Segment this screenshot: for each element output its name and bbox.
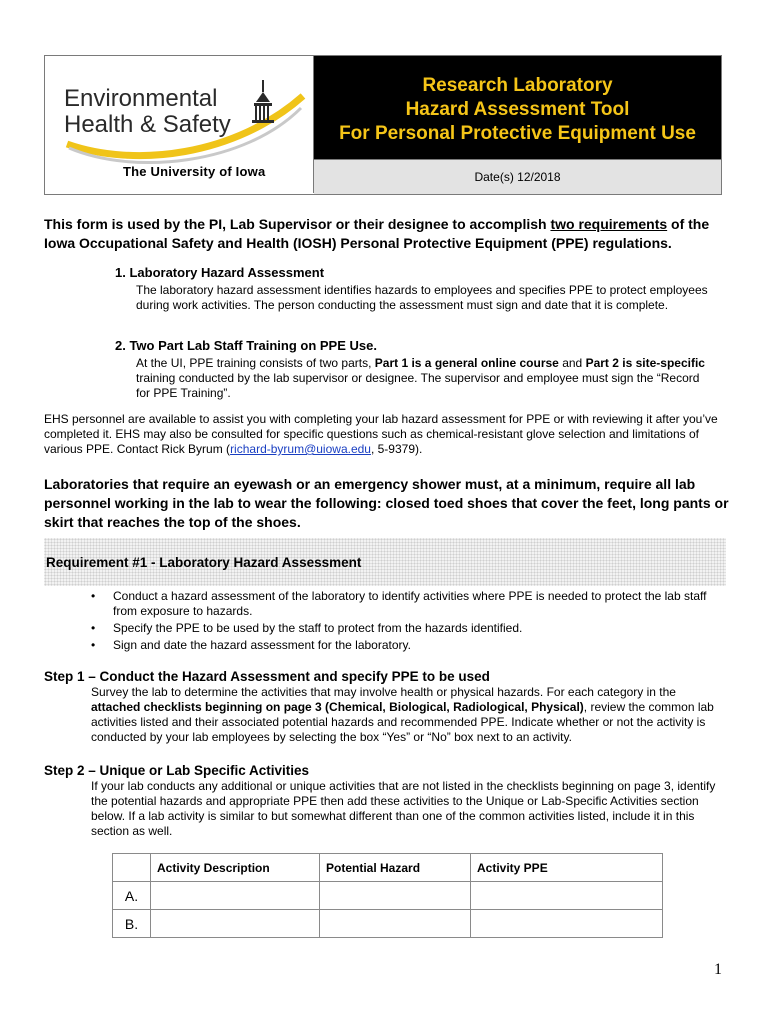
activity-ppe-input[interactable]: [471, 910, 663, 938]
step-2-text: If your lab conducts any additional or unique activities that are not listed in the checklists beginning on page 3, identify the potential hazards and appropriate PPE then add these activities to the Unique or Lab-Specific Activities section below. If a lab activity is similar to but somewhat different than one of the common activities listed, include it in this section as well.: [91, 779, 716, 838]
activity-description-input[interactable]: [151, 882, 320, 910]
table-header-cell: [113, 854, 151, 882]
item-2-text: At the UI, PPE training consists of two parts, Part 1 is a general online course and Part 2 is site-specific training conducted by the lab supervisor or designee. The supervisor and employee must sign the “Record for PPE Training”.: [136, 356, 705, 400]
requirement-bullets: [91, 589, 716, 655]
university-name: The University of Iowa: [123, 164, 266, 179]
step-1: [44, 668, 724, 745]
step-2-heading: Step 2 – Unique or Lab Specific Activities: [44, 763, 310, 778]
title-block: [314, 56, 721, 159]
table-row: [113, 910, 663, 938]
item-2-heading: 2. Two Part Lab Staff Training on PPE Use.: [115, 338, 377, 353]
step-2: [44, 762, 724, 839]
item-1-heading: 1. Laboratory Hazard Assessment: [115, 265, 325, 280]
requirement-1-title: Requirement #1 - Laboratory Hazard Assessment: [46, 555, 362, 570]
intro-underlined: two requirements: [550, 216, 668, 232]
potential-hazard-input[interactable]: [320, 882, 471, 910]
table-header-cell: Activity Description: [151, 854, 320, 882]
intro-paragraph: [44, 215, 724, 253]
table-header-cell: Potential Hazard: [320, 854, 471, 882]
bullet-item: • Specify the PPE to be used by the staff to protect from the hazards identified.: [91, 621, 716, 636]
logo-line2: Health & Safety: [64, 111, 231, 138]
potential-hazard-input[interactable]: [320, 910, 471, 938]
item-1: [115, 265, 715, 313]
intro-text-1: This form is used by the PI, Lab Supervisor or their designee to accomplish: [44, 216, 551, 232]
logo-text: [64, 86, 231, 138]
table-header-cell: Activity PPE: [471, 854, 663, 882]
step-1-heading: Step 1 – Conduct the Hazard Assessment and specify PPE to be used: [44, 669, 490, 684]
activity-description-input[interactable]: [151, 910, 320, 938]
bullet-item: • Conduct a hazard assessment of the laboratory to identify activities where PPE is needed to protect the lab staff from exposure to hazards.: [91, 589, 716, 619]
intro-text-2: of the Iowa Occupational Safety and Health (IOSH) Personal Protective Equipment (PPE) regulations.: [44, 216, 710, 251]
ehs-paragraph: EHS personnel are available to assist you with completing your lab hazard assessment for PPE or with reviewing it after you’ve completed it. EHS may also be consulted for specific questions such as chemical-resistant glove selection and limitations of various PPE. Contact Rick Byrum (richard-byrum@uiowa.edu, 5-9379).: [44, 412, 718, 456]
step-1-text: Survey the lab to determine the activities that may involve health or physical hazards. For each category in the attached checklists beginning on page 3 (Chemical, Biological, Radiological, Physical), review the common lab activities listed and their associated potential hazards and recommended PPE. Indicate whether or not the activity is conducted by your lab employees by selecting the box “Yes” or “No” box next to an activity.: [91, 685, 714, 744]
table-header-row: [113, 854, 663, 882]
row-label: A.: [113, 882, 151, 910]
table-row: [113, 882, 663, 910]
eyewash-notice: Laboratories that require an eyewash or an emergency shower must, at a minimum, require all lab personnel working in the lab to wear the following: closed toed shoes that cover the feet, long pants or skirt that reaches the top of the shoes.: [44, 476, 729, 530]
date-field: Date(s) 12/2018: [314, 159, 721, 194]
row-label: B.: [113, 910, 151, 938]
title-line2: Hazard Assessment Tool: [405, 99, 630, 120]
activity-ppe-input[interactable]: [471, 882, 663, 910]
activities-table: [112, 853, 663, 938]
title-line1: Research Laboratory: [422, 75, 613, 96]
title-line3: For Personal Protective Equipment Use: [339, 123, 696, 144]
bullet-item: • Sign and date the hazard assessment for the laboratory.: [91, 638, 716, 653]
page-number: 1: [714, 961, 722, 978]
logo-line1: Environmental: [64, 85, 218, 112]
email-link[interactable]: richard-byrum@uiowa.edu: [230, 442, 371, 456]
item-2: [115, 338, 715, 401]
item-1-text: The laboratory hazard assessment identifies hazards to employees and specifies PPE to protect employees during work activities. The person conducting the assessment must sign and date that it is complete.: [136, 283, 708, 312]
